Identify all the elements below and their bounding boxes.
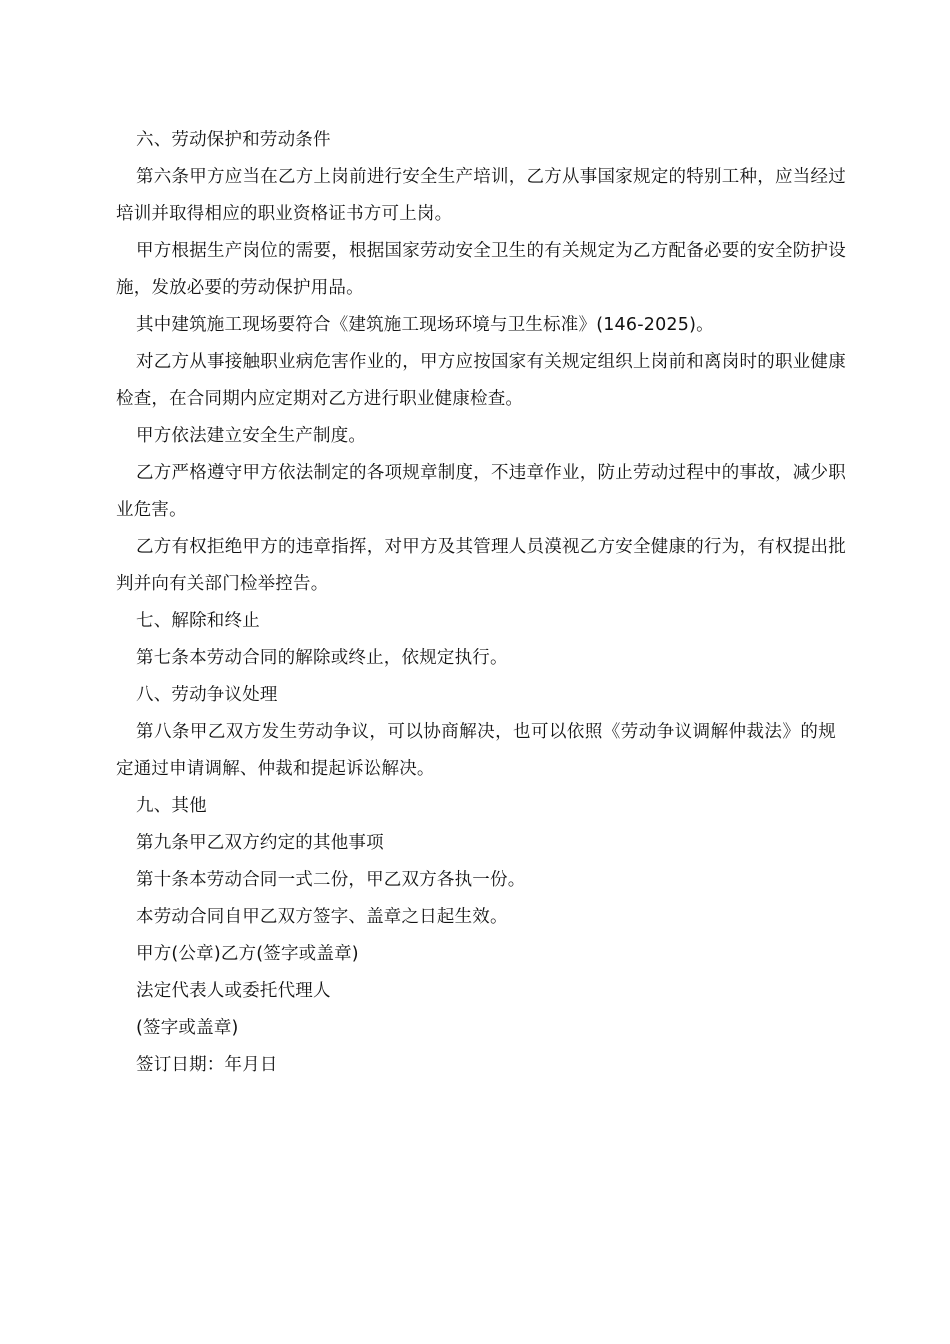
section-heading-other: 九、其他 xyxy=(136,796,207,816)
section-heading-labor-protection: 六、劳动保护和劳动条件 xyxy=(136,130,331,150)
refusal-rights-paragraph: 乙方有权拒绝甲方的违章指挥，对甲方及其管理人员漠视乙方安全健康的行为，有权提出批判并向有关部门检举控告。 xyxy=(116,537,846,594)
article-ten-paragraph: 第十条本劳动合同一式二份，甲乙双方各执一份。 xyxy=(136,870,526,890)
signature-date-line: 签订日期：年月日 xyxy=(136,1055,278,1075)
article-seven-paragraph: 第七条本劳动合同的解除或终止，依规定执行。 xyxy=(136,648,508,668)
construction-standard-paragraph: 其中建筑施工现场要符合《建筑施工现场环境与卫生标准》(146-2025)。 xyxy=(136,315,714,335)
rules-compliance-paragraph: 乙方严格遵守甲方依法制定的各项规章制度，不违章作业，防止劳动过程中的事故，减少职业危害。 xyxy=(116,463,846,520)
section-heading-termination: 七、解除和终止 xyxy=(136,611,260,631)
signature-line-representative: 法定代表人或委托代理人 xyxy=(136,981,331,1001)
protective-equipment-paragraph: 甲方根据生产岗位的需要，根据国家劳动安全卫生的有关规定为乙方配备必要的安全防护设施，发放必要的劳动保护用品。 xyxy=(116,241,846,298)
article-nine-paragraph: 第九条甲乙双方约定的其他事项 xyxy=(136,833,384,853)
article-six-paragraph: 第六条甲方应当在乙方上岗前进行安全生产培训，乙方从事国家规定的特别工种，应当经过培训并取得相应的职业资格证书方可上岗。 xyxy=(116,167,846,224)
signature-line-parties: 甲方(公章)乙方(签字或盖章) xyxy=(136,944,359,964)
signature-line-sign-or-seal: (签字或盖章) xyxy=(136,1018,239,1038)
section-heading-dispute: 八、劳动争议处理 xyxy=(136,685,278,705)
article-eight-paragraph: 第八条甲乙双方发生劳动争议，可以协商解决，也可以依照《劳动争议调解仲裁法》的规定通过申请调解、仲裁和提起诉讼解决。 xyxy=(116,722,836,779)
occupational-health-paragraph: 对乙方从事接触职业病危害作业的，甲方应按国家有关规定组织上岗前和离岗时的职业健康检查，在合同期内应定期对乙方进行职业健康检查。 xyxy=(116,352,846,409)
safety-system-paragraph: 甲方依法建立安全生产制度。 xyxy=(136,426,367,446)
effective-clause-paragraph: 本劳动合同自甲乙双方签字、盖章之日起生效。 xyxy=(136,907,508,927)
document-body xyxy=(116,122,846,1084)
